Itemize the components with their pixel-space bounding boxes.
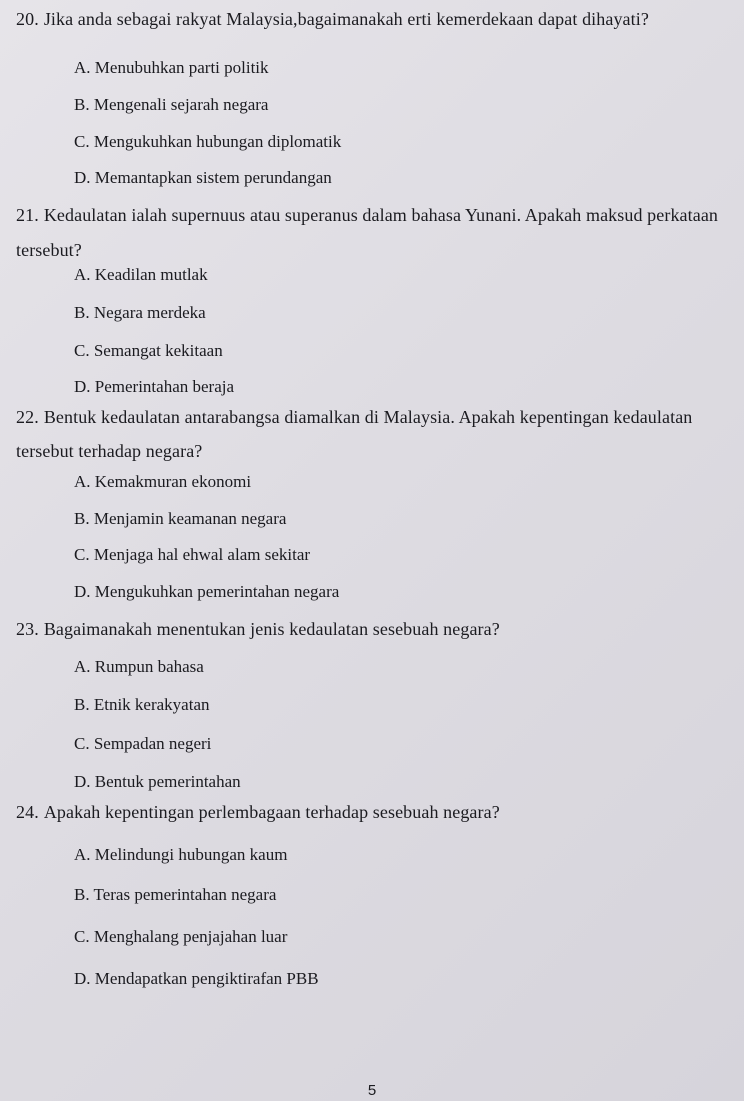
question-23 <box>16 618 728 640</box>
option-b: B. Etnik kerakyatan <box>74 695 210 714</box>
option-c: C. Menjaga hal ehwal alam sekitar <box>74 545 311 564</box>
question-number: 22. <box>16 407 39 427</box>
option-b: B. Menjamin keamanan negara <box>74 509 287 528</box>
option-c: C. Sempadan negeri <box>74 734 212 753</box>
option-a: A. Rumpun bahasa <box>74 657 204 676</box>
question-text: Bentuk kedaulatan antarabangsa diamalkan di Malaysia. Apakah kepentingan kedaulatan tersebut terhadap negara? <box>16 407 693 461</box>
page-number: 5 <box>367 1082 377 1099</box>
option-c: C. Mengukuhkan hubungan diplomatik <box>74 132 342 151</box>
question-number: 21. <box>16 205 39 225</box>
question-text: Kedaulatan ialah supernuus atau superanus dalam bahasa Yunani. Apakah maksud perkataan tersebut? <box>16 205 719 260</box>
question-number: 23. <box>16 619 39 639</box>
question-21 <box>16 198 728 268</box>
option-d: D. Mengukuhkan pemerintahan negara <box>74 582 340 601</box>
question-22 <box>16 400 728 468</box>
option-d: D. Pemerintahan beraja <box>74 377 235 396</box>
option-c: C. Menghalang penjajahan luar <box>74 927 288 946</box>
option-d: D. Mendapatkan pengiktirafan PBB <box>74 969 319 988</box>
question-text: Jika anda sebagai rakyat Malaysia,bagaimanakah erti kemerdekaan dapat dihayati? <box>43 9 649 29</box>
option-c: C. Semangat kekitaan <box>74 341 223 360</box>
option-a: A. Menubuhkan parti politik <box>74 58 269 77</box>
question-number: 24. <box>16 802 39 822</box>
option-b: B. Negara merdeka <box>74 303 206 322</box>
question-20 <box>16 8 728 30</box>
option-b: B. Mengenali sejarah negara <box>74 95 269 114</box>
option-d: D. Bentuk pemerintahan <box>74 772 241 791</box>
option-a: A. Melindungi hubungan kaum <box>74 845 288 864</box>
option-a: A. Kemakmuran ekonomi <box>74 472 252 491</box>
question-number: 20. <box>16 9 39 29</box>
option-a: A. Keadilan mutlak <box>74 265 208 284</box>
option-b: B. Teras pemerintahan negara <box>74 885 277 904</box>
question-24 <box>16 801 728 823</box>
option-d: D. Memantapkan sistem perundangan <box>74 168 332 187</box>
question-text: Apakah kepentingan perlembagaan terhadap sesebuah negara? <box>43 802 500 822</box>
question-text: Bagaimanakah menentukan jenis kedaulatan sesebuah negara? <box>43 619 500 639</box>
